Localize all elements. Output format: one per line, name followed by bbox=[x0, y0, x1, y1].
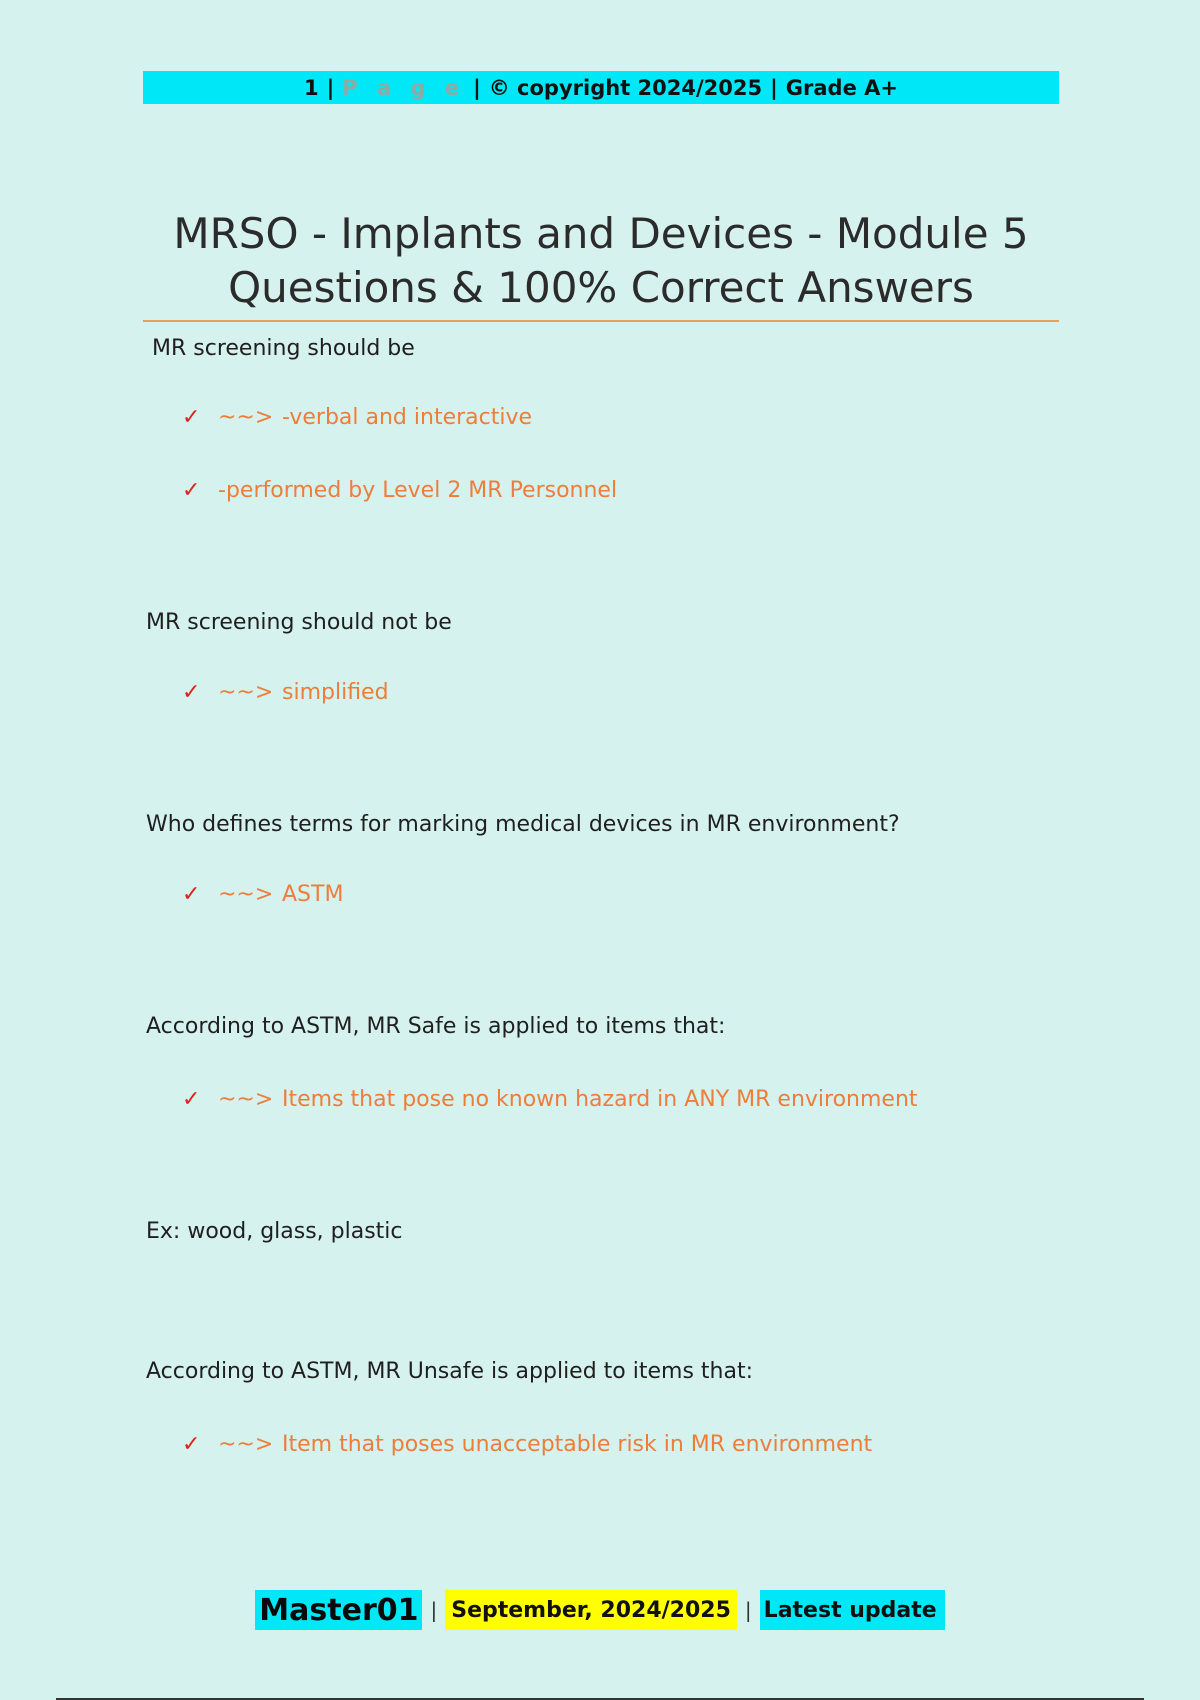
answer-arrow: ~~> bbox=[218, 882, 274, 907]
answer-text: simplified bbox=[282, 680, 389, 705]
grade-text: Grade A+ bbox=[785, 75, 898, 100]
answer-item bbox=[182, 478, 617, 503]
answer-item bbox=[182, 405, 532, 430]
answer-arrow: ~~> bbox=[218, 1432, 274, 1457]
answer-item bbox=[182, 680, 389, 705]
title-divider bbox=[143, 320, 1059, 322]
title-line-1: MRSO - Implants and Devices - Module 5 bbox=[173, 209, 1029, 258]
answer-item bbox=[182, 1087, 918, 1112]
check-mark-icon: ✓ bbox=[182, 1432, 201, 1457]
check-mark-icon: ✓ bbox=[182, 405, 201, 430]
page-header: 1 | P a g e | © copyright 2024/2025 | Grade A+ bbox=[143, 71, 1059, 104]
document-title bbox=[143, 207, 1059, 315]
page-word: P a g e bbox=[342, 75, 466, 100]
page-footer: Master01 | September, 2024/2025 | Latest update bbox=[0, 1590, 1200, 1630]
check-mark-icon: ✓ bbox=[182, 1087, 201, 1112]
question-text: MR screening should be bbox=[152, 336, 415, 361]
question-text: Who defines terms for marking medical devices in MR environment? bbox=[146, 812, 900, 837]
answer-arrow: ~~> bbox=[218, 405, 274, 430]
check-mark-icon: ✓ bbox=[182, 680, 201, 705]
answer-item bbox=[182, 1432, 872, 1457]
question-text: According to ASTM, MR Safe is applied to items that: bbox=[146, 1014, 726, 1039]
check-mark-icon: ✓ bbox=[182, 478, 201, 503]
answer-text: Item that poses unacceptable risk in MR environment bbox=[282, 1432, 873, 1457]
answer-text: Items that pose no known hazard in ANY MR environment bbox=[282, 1087, 918, 1112]
footer-date: September, 2024/2025 bbox=[445, 1590, 737, 1630]
copyright-text: © copyright 2024/2025 bbox=[488, 75, 763, 100]
answer-item bbox=[182, 882, 343, 907]
answer-arrow: ~~> bbox=[218, 1087, 274, 1112]
footer-latest-update: Latest update bbox=[760, 1590, 945, 1630]
example-text: Ex: wood, glass, plastic bbox=[146, 1219, 403, 1244]
page-number: 1 bbox=[304, 75, 319, 100]
answer-arrow: ~~> bbox=[218, 680, 274, 705]
answer-text: ASTM bbox=[282, 882, 344, 907]
check-mark-icon: ✓ bbox=[182, 882, 201, 907]
footer-brand: Master01 bbox=[255, 1590, 422, 1630]
answer-text: -performed by Level 2 MR Personnel bbox=[218, 478, 618, 503]
title-line-2: Questions & 100% Correct Answers bbox=[228, 263, 974, 312]
question-text: MR screening should not be bbox=[146, 610, 452, 635]
question-text: According to ASTM, MR Unsafe is applied to items that: bbox=[146, 1359, 753, 1384]
answer-text: -verbal and interactive bbox=[282, 405, 533, 430]
